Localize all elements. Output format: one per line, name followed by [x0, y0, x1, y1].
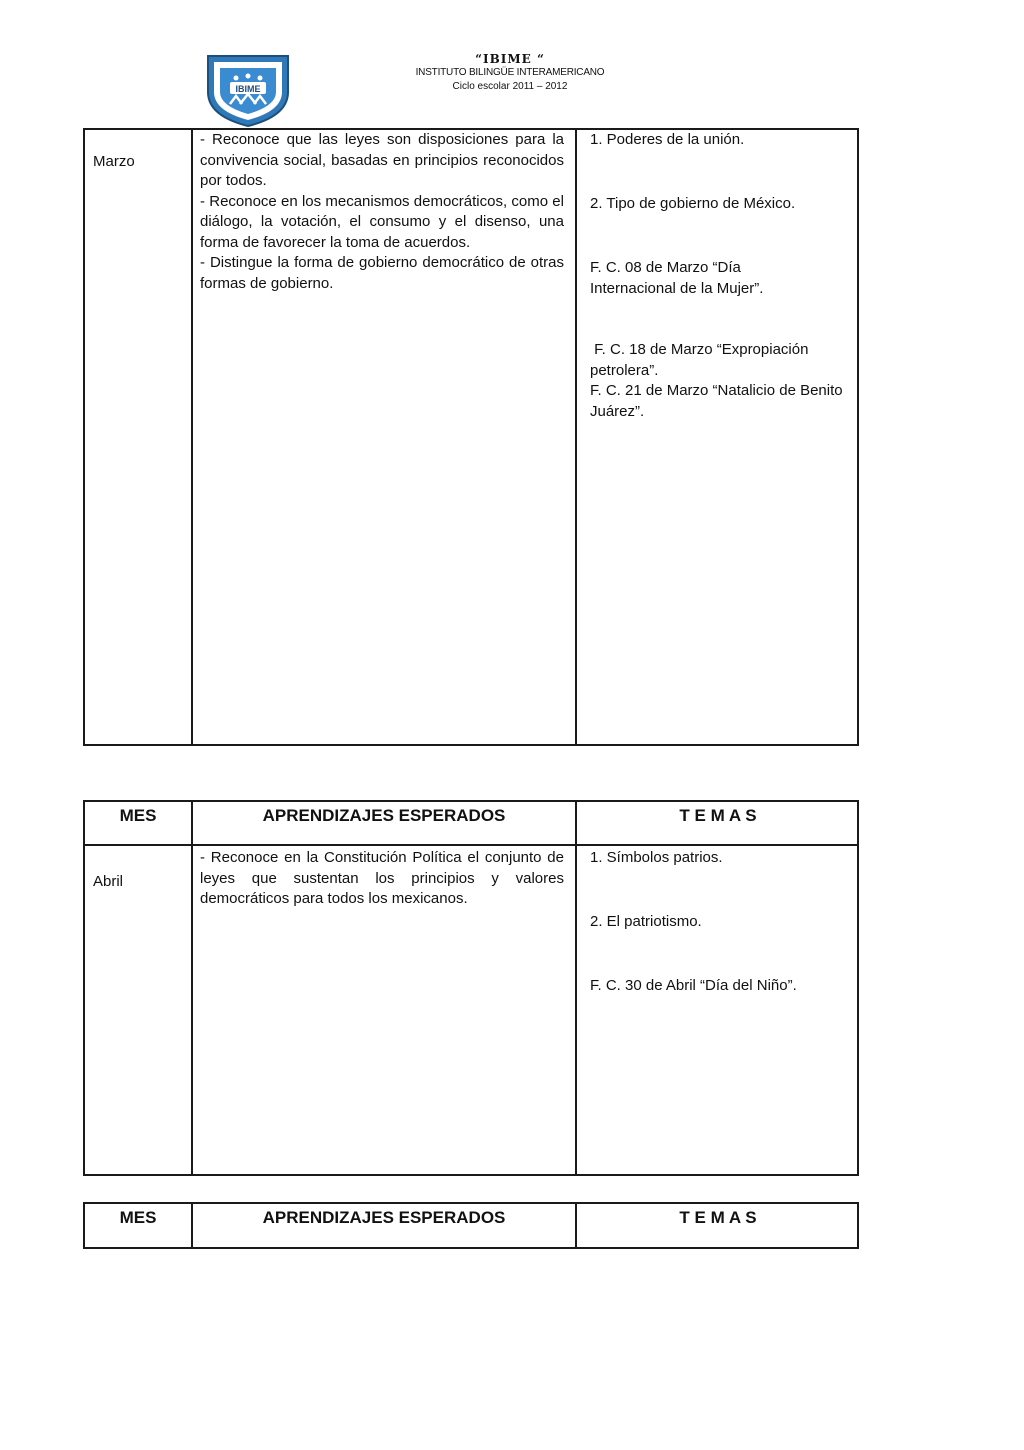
- month-cell: Abril: [93, 873, 124, 890]
- column-divider: [575, 130, 577, 744]
- header-temas: T E M A S: [679, 1208, 757, 1227]
- tema-item: F. C. 21 de Marzo “Natalicio de Benito Juárez”.: [590, 382, 843, 420]
- school-cycle: Ciclo escolar 2011 – 2012: [452, 81, 568, 92]
- header-mes: MES: [119, 1208, 157, 1227]
- tema-item: F. C. 18 de Marzo “Expropiación petrolera”.: [590, 341, 813, 379]
- svg-text:IBIME: IBIME: [235, 84, 261, 94]
- aprendizaje-item: - Reconoce que las leyes son disposiciones para la convivencia social, basadas en principios reconocidos por todos.: [200, 131, 564, 189]
- aprendizaje-item: - Reconoce en los mecanismos democráticos, como el diálogo, la votación, el consumo y el disenso, una forma de favorecer la toma de acuerdos.: [200, 192, 564, 251]
- column-divider: [575, 802, 577, 1174]
- header-temas: T E M A S: [679, 806, 757, 825]
- tema-item: 2. Tipo de gobierno de México.: [590, 195, 796, 212]
- page-header: [0, 52, 1024, 122]
- column-divider: [191, 802, 193, 1174]
- next-table-header: [83, 1202, 859, 1249]
- header-divider: [85, 844, 857, 846]
- abril-table: [83, 800, 859, 1176]
- month-cell: Marzo: [93, 153, 135, 170]
- school-full-name: INSTITUTO BILINGÜE INTERAMERICANO: [415, 67, 605, 78]
- tema-item: 2. El patriotismo.: [590, 913, 702, 930]
- tema-item: 1. Símbolos patrios.: [590, 849, 723, 866]
- tema-item: 1. Poderes de la unión.: [590, 131, 745, 148]
- aprendizaje-item: - Distingue la forma de gobierno democrático de otras formas de gobierno.: [200, 254, 564, 292]
- marzo-table: [83, 128, 859, 746]
- column-divider: [191, 130, 193, 744]
- header-text-block: [390, 52, 630, 94]
- header-aprendizajes: APRENDIZAJES ESPERADOS: [262, 1208, 506, 1227]
- tema-item: F. C. 08 de Marzo “Día Internacional de la Mujer”.: [590, 259, 764, 297]
- aprendizajes-cell: [200, 130, 564, 294]
- header-mes: MES: [119, 806, 157, 825]
- aprendizaje-item: - Reconoce en la Constitución Política el conjunto de leyes que sustentan los principios y valores democráticos para todos los mexicanos.: [200, 849, 564, 907]
- aprendizajes-cell: [200, 848, 564, 910]
- tema-item: F. C. 30 de Abril “Día del Niño”.: [590, 977, 797, 994]
- school-logo: [200, 52, 296, 128]
- school-name: “IBIME “: [475, 52, 545, 66]
- header-aprendizajes: APRENDIZAJES ESPERADOS: [262, 806, 506, 825]
